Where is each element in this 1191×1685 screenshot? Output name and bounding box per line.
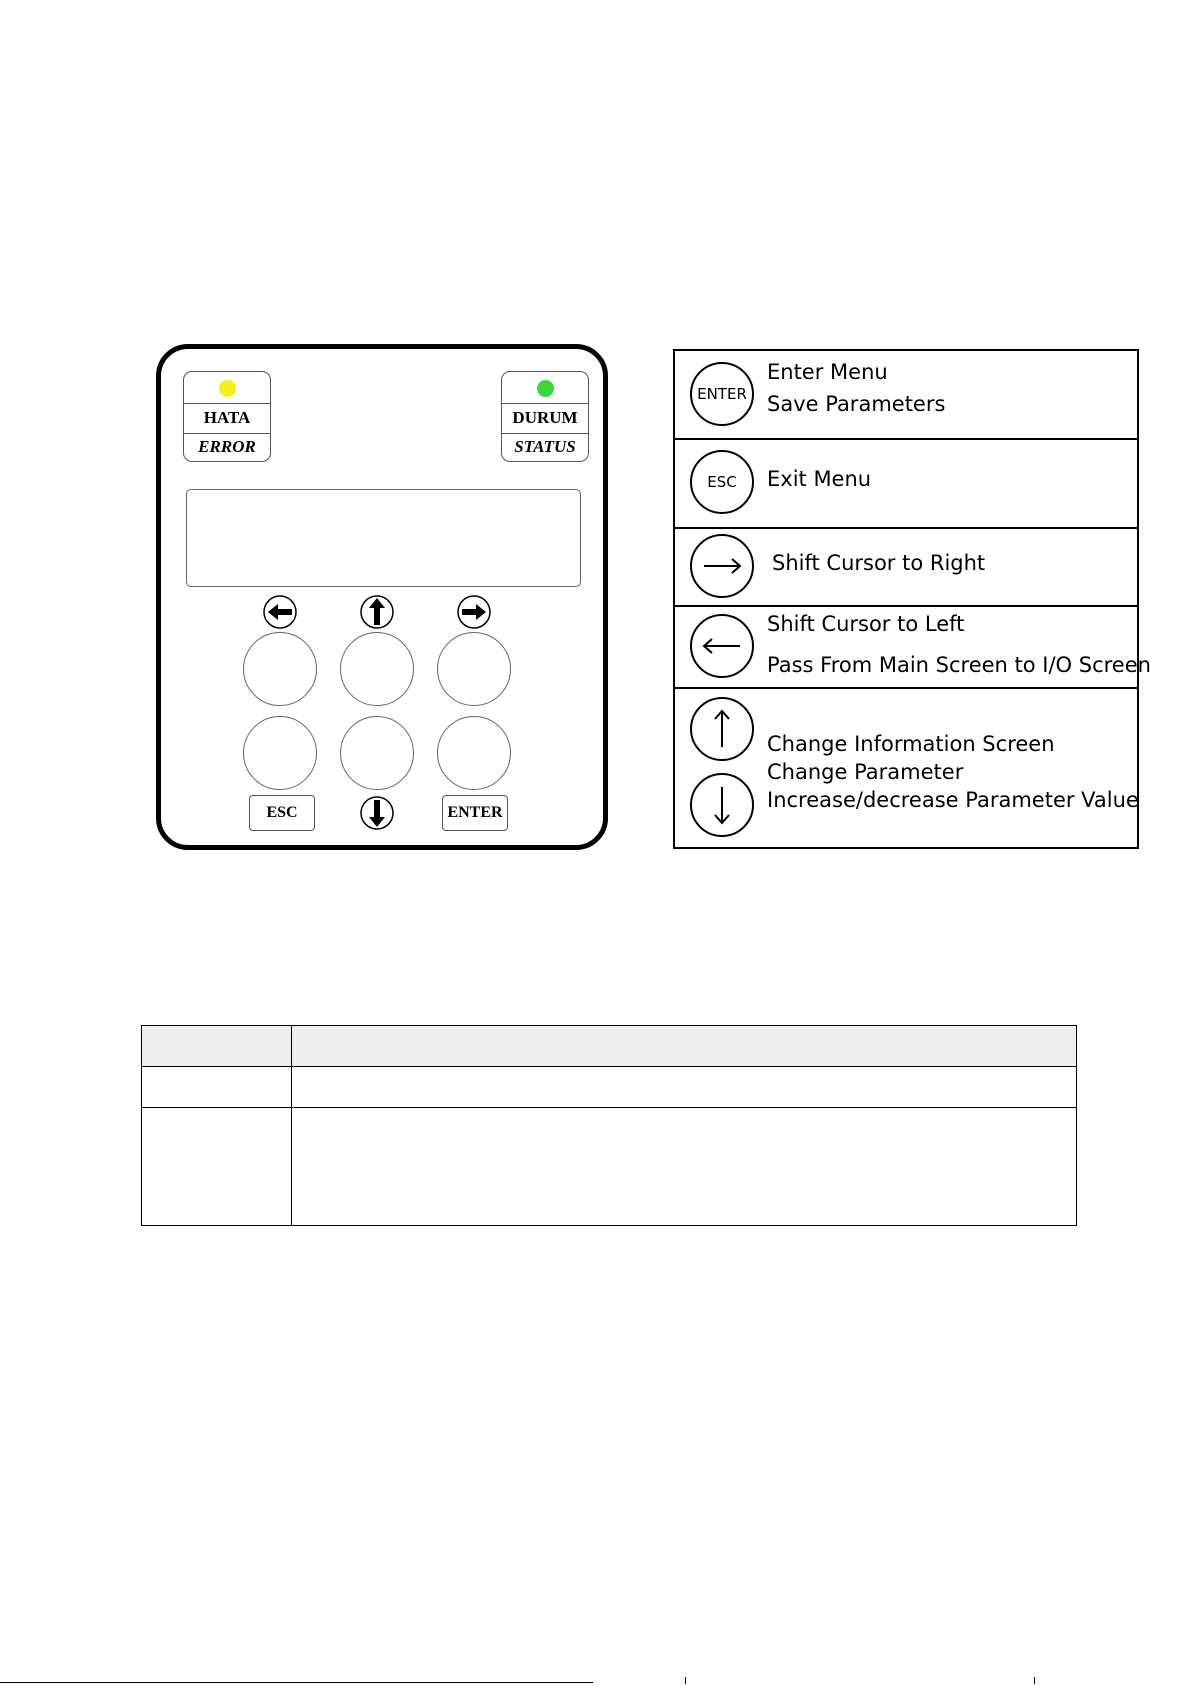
status-label-tr: DURUM bbox=[512, 408, 578, 427]
legend-row-enter bbox=[675, 351, 1137, 440]
legend-text: Change Information Screen bbox=[767, 732, 1055, 756]
lcd-display bbox=[186, 489, 581, 587]
table-header bbox=[142, 1026, 1076, 1067]
footer-mark bbox=[1034, 1677, 1035, 1684]
error-indicator bbox=[183, 371, 271, 462]
legend-text: Shift Cursor to Right bbox=[772, 551, 986, 575]
legend-row-esc bbox=[675, 438, 1137, 529]
legend-row-right bbox=[675, 527, 1137, 607]
footer-mark bbox=[685, 1677, 686, 1684]
esc-button-icon: ESC bbox=[690, 450, 754, 514]
legend-row-left bbox=[675, 605, 1151, 689]
down-key[interactable] bbox=[340, 716, 414, 790]
right-key[interactable] bbox=[437, 632, 511, 706]
footer-rule bbox=[0, 1682, 593, 1683]
enter-key-label: ENTER bbox=[442, 795, 508, 831]
error-label-tr: HATA bbox=[203, 408, 251, 427]
keypad-panel bbox=[156, 344, 608, 850]
down-arrow-icon bbox=[690, 773, 754, 837]
left-arrow-icon bbox=[262, 594, 298, 630]
right-arrow-icon bbox=[456, 594, 492, 630]
table-row-divider bbox=[142, 1107, 1076, 1108]
legend-text: Enter Menu bbox=[767, 360, 888, 384]
up-arrow-icon bbox=[690, 697, 754, 761]
up-key[interactable] bbox=[340, 632, 414, 706]
legend-text: Shift Cursor to Left bbox=[767, 612, 965, 636]
table-column-divider bbox=[291, 1026, 292, 1225]
left-arrow-icon bbox=[690, 614, 754, 678]
status-indicator bbox=[501, 371, 589, 462]
legend-text: Save Parameters bbox=[767, 392, 946, 416]
down-arrow-icon bbox=[359, 795, 395, 831]
up-arrow-icon bbox=[359, 594, 395, 630]
legend-text: Change Parameter bbox=[767, 760, 964, 784]
legend-row-up-down bbox=[675, 687, 1137, 849]
key-legend bbox=[673, 349, 1151, 849]
error-label-en: ERROR bbox=[198, 437, 256, 456]
enter-key[interactable] bbox=[437, 716, 511, 790]
legend-text: Exit Menu bbox=[767, 467, 872, 491]
legend-text: Pass From Main Screen to I/O Screen bbox=[767, 653, 1151, 677]
empty-table bbox=[141, 1025, 1077, 1226]
status-label-en: STATUS bbox=[514, 437, 576, 456]
legend-text: Increase/decrease Parameter Value bbox=[767, 788, 1139, 812]
error-led bbox=[219, 380, 236, 397]
right-arrow-icon bbox=[690, 534, 754, 598]
enter-button-icon: ENTER bbox=[690, 362, 754, 426]
esc-key-label: ESC bbox=[249, 795, 315, 831]
esc-key[interactable] bbox=[243, 716, 317, 790]
left-key[interactable] bbox=[243, 632, 317, 706]
status-led bbox=[537, 380, 554, 397]
